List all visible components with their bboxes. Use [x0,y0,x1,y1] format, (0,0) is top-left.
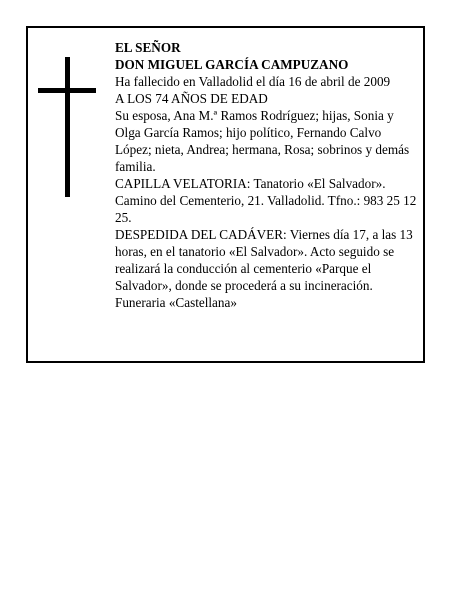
funeral-home: Funeraria «Castellana» [115,295,237,310]
family-list: Su esposa, Ana M.ª Ramos Rodríguez; hijas, Sonia y Olga García Ramos; hijo político, Fernando Calvo López; nieta, Andrea; hermana, Rosa; sobrinos y demás familia. [115,108,410,174]
age-line: A LOS 74 AÑOS DE EDAD [115,91,268,106]
notice-title-line1: EL SEÑOR [115,40,181,55]
obituary-notice [26,26,425,363]
notice-text [115,39,421,311]
farewell-info: DESPEDIDA DEL CADÁVER: Viernes día 17, a las 13 horas, en el tanatorio «El Salvador». Acto seguido se realizará la conducción al cementerio «Parque el Salvador», donde se procederá a su incineración. [115,227,413,293]
cross-horizontal-bar [38,88,96,93]
death-announcement: Ha fallecido en Valladolid el día 16 de abril de 2009 [115,74,391,89]
deceased-name: DON MIGUEL GARCÍA CAMPUZANO [115,57,349,72]
cross-icon [38,57,98,197]
cross-vertical-bar [65,57,70,197]
chapel-info: CAPILLA VELATORIA: Tanatorio «El Salvador». Camino del Cementerio, 21. Valladolid. Tfno.: 983 25 12 25. [115,176,417,225]
